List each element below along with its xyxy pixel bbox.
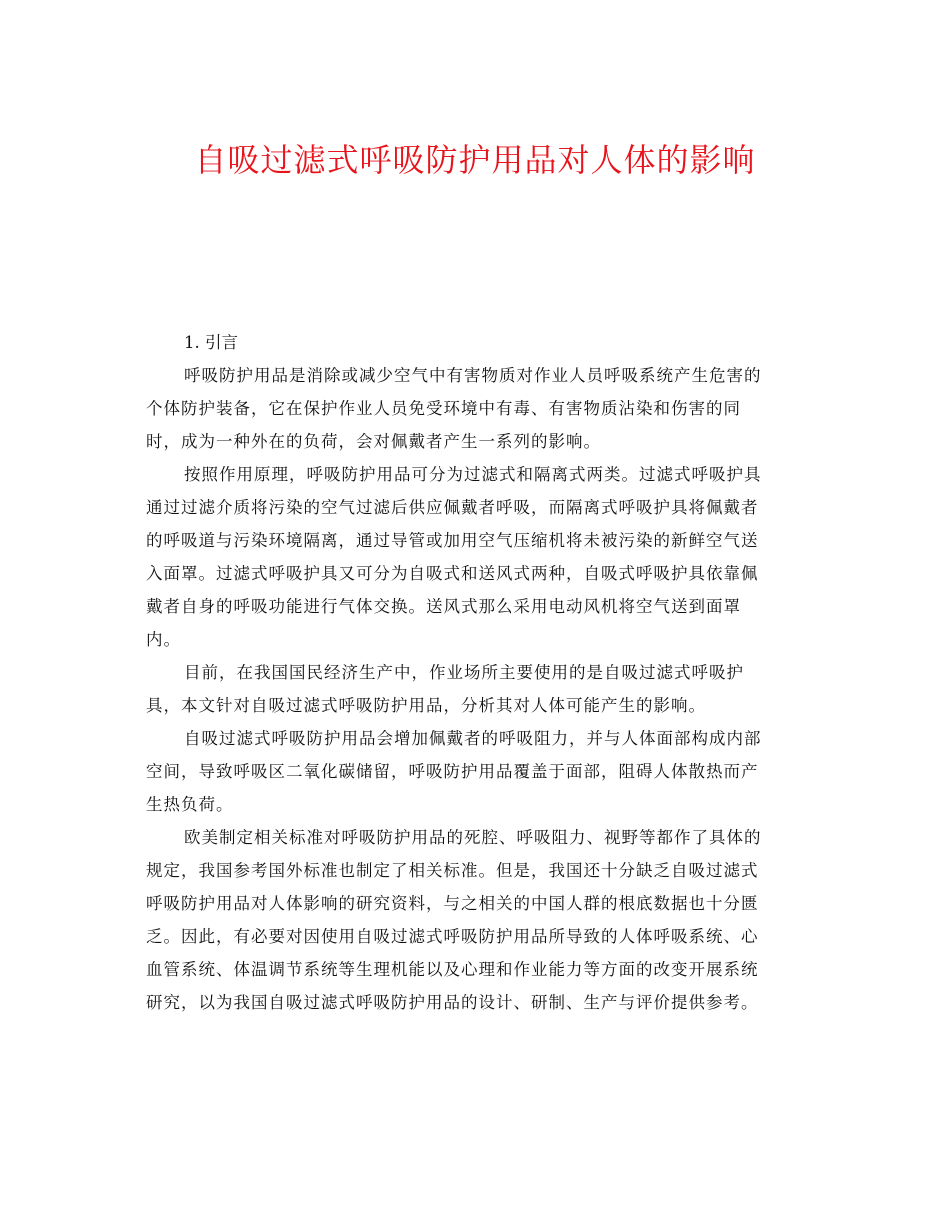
- paragraph-line: 乏。因此，有必要对因使用自吸过滤式呼吸防护用品所导致的人体呼吸系统、心: [146, 927, 759, 946]
- paragraph-line: 空间，导致呼吸区二氧化碳储留，呼吸防护用品覆盖于面部，阻碍人体散热而产: [146, 762, 759, 781]
- paragraph-line: 自吸过滤式呼吸防护用品会增加佩戴者的呼吸阻力，并与人体面部构成内部: [184, 729, 762, 748]
- paragraph-line: 时，成为一种外在的负荷，会对佩戴者产生一系列的影响。: [146, 432, 601, 451]
- paragraph-line: 的呼吸道与污染环境隔离，通过导管或加用空气压缩机将未被污染的新鲜空气送: [146, 531, 759, 550]
- paragraph-line: 个体防护装备，它在保护作业人员免受环境中有毒、有害物质沾染和伤害的同: [146, 399, 741, 418]
- paragraph-line: 欧美制定相关标准对呼吸防护用品的死腔、呼吸阻力、视野等都作了具体的: [184, 828, 762, 847]
- paragraph-line: 生热负荷。: [146, 795, 234, 814]
- paragraph-line: 通过过滤介质将污染的空气过滤后供应佩戴者呼吸，而隔离式呼吸护具将佩戴者: [146, 498, 759, 517]
- paragraph-line: 血管系统、体温调节系统等生理机能以及心理和作业能力等方面的改变开展系统: [146, 960, 759, 979]
- paragraph-3: [146, 656, 802, 722]
- paragraph-line: 入面罩。过滤式呼吸护具又可分为自吸式和送风式两种，自吸式呼吸护具依靠佩: [146, 564, 759, 583]
- paragraph-line: 戴者自身的呼吸功能进行气体交换。送风式那么采用电动风机将空气送到面罩: [146, 597, 741, 616]
- paragraph-line: 规定，我国参考国外标准也制定了相关标准。但是，我国还十分缺乏自吸过滤式: [146, 861, 759, 880]
- paragraph-line: 内。: [146, 630, 181, 649]
- paragraph-1: [146, 359, 802, 458]
- section-heading: 1. 引言: [184, 333, 238, 352]
- paragraph-4: [146, 722, 802, 821]
- paragraph-line: 研究，以为我国自吸过滤式呼吸防护用品的设计、研制、生产与评价提供参考。: [146, 993, 759, 1012]
- document-title: 自吸过滤式呼吸防护用品对人体的影响: [194, 141, 756, 179]
- paragraph-line: 呼吸防护用品是消除或减少空气中有害物质对作业人员呼吸系统产生危害的: [184, 366, 762, 385]
- paragraph-line: 按照作用原理，呼吸防护用品可分为过滤式和隔离式两类。过滤式呼吸护具: [184, 465, 762, 484]
- paragraph-line: 目前，在我国国民经济生产中，作业场所主要使用的是自吸过滤式呼吸护: [184, 663, 744, 682]
- paragraph-2: [146, 458, 802, 656]
- paragraph-line: 呼吸防护用品对人体影响的研究资料，与之相关的中国人群的根底数据也十分匮: [146, 894, 759, 913]
- document-body: [146, 326, 802, 1019]
- paragraph-5: [146, 821, 802, 1019]
- paragraph-line: 具，本文针对自吸过滤式呼吸防护用品，分析其对人体可能产生的影响。: [146, 696, 706, 715]
